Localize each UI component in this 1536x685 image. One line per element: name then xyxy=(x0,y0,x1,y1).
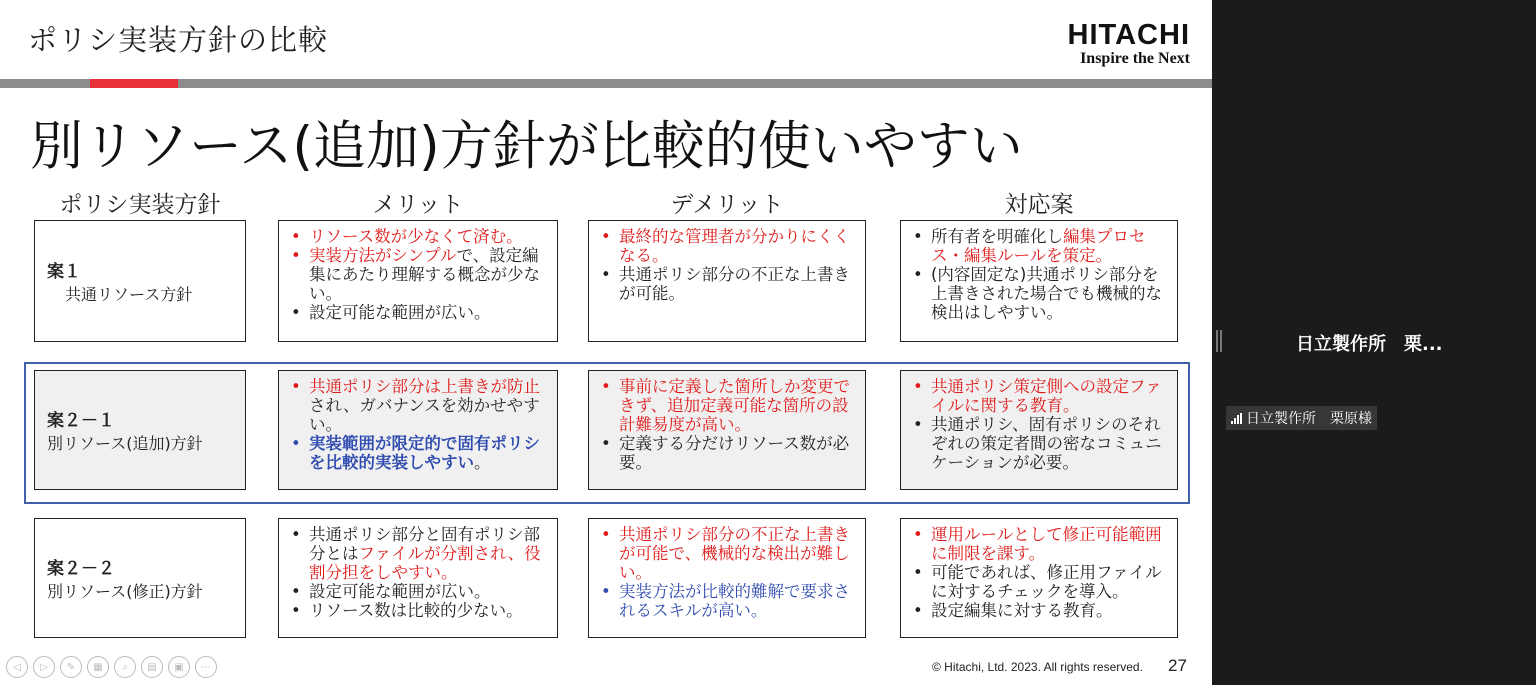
bullet-text: リソース数は比較的少ない。 xyxy=(309,601,523,620)
bullet-text: 共通ポリシ部分の不正な上書きが可能で、機械的な検出が難しい。 xyxy=(619,525,850,582)
plan-name: 別リソース(修正)方針 xyxy=(47,582,203,601)
pen-icon[interactable]: ✎ xyxy=(60,656,82,678)
bullet-item xyxy=(909,601,1171,620)
bullet-text: 設定可能な範囲が広い。 xyxy=(309,582,491,601)
plan-2-1-merits xyxy=(278,370,558,490)
column-header-solution: 対応案 xyxy=(1004,192,1074,218)
signal-icon xyxy=(1231,413,1242,424)
bullet-item xyxy=(909,265,1171,322)
bullet-text: で、設定編集にあたり理解する概念が少ない。 xyxy=(309,246,540,303)
plan-2-2-label xyxy=(34,518,246,638)
bullet-text: 実装方法が比較的難解で要求されるスキルが高い。 xyxy=(619,582,850,620)
plan-2-2-demerits xyxy=(588,518,866,638)
slide-section-title: ポリシ実装方針の比較 xyxy=(28,23,329,57)
bullet-dot-icon: • xyxy=(291,582,301,601)
bullet-list xyxy=(279,519,557,620)
bullet-text: 実装範囲が限定的で固有ポリシを比較的実装しやすい xyxy=(309,434,540,472)
bullet-text: 共通ポリシ部分と固有ポリシ部分とは xyxy=(309,525,540,563)
column-header-policy: ポリシ実装方針 xyxy=(59,192,221,218)
bullet-text: 共通ポリシ部分は上書きが防止 xyxy=(309,377,540,396)
bullet-text: 最終的な管理者が分かりにくくなる。 xyxy=(619,227,850,265)
bullet-dot-icon: • xyxy=(291,601,301,620)
panel-divider[interactable] xyxy=(1220,330,1222,352)
bullet-text: 共通ポリシ、固有ポリシのそれぞれの策定者間の密なコミュニケーションが必要。 xyxy=(931,415,1162,472)
bullet-dot-icon: • xyxy=(601,582,611,601)
plan-2-1-label xyxy=(34,370,246,490)
bullet-item xyxy=(909,227,1171,265)
logo-tagline: Inspire the Next xyxy=(1080,50,1190,67)
plan-number: 案２－１ xyxy=(47,411,115,431)
bullet-item xyxy=(597,525,859,582)
bullet-item xyxy=(909,525,1171,563)
header-divider xyxy=(0,79,1212,88)
plan-1-label xyxy=(34,220,246,342)
prev-icon[interactable]: ◁ xyxy=(6,656,28,678)
header-accent xyxy=(90,79,178,88)
active-speaker-name: 日立製作所 栗... xyxy=(1296,334,1443,355)
bullet-item xyxy=(909,377,1171,415)
bullet-list xyxy=(901,519,1177,620)
bullet-dot-icon: • xyxy=(291,303,301,322)
slide-navigation-toolbar xyxy=(6,656,217,678)
bullet-item xyxy=(287,434,551,472)
camera-icon[interactable]: ▣ xyxy=(168,656,190,678)
bullet-text: 実装方法がシンプル xyxy=(309,246,457,265)
bullet-text: 共通ポリシ部分の不正な上書きが可能。 xyxy=(619,265,850,303)
bullet-list xyxy=(589,221,865,303)
bullet-text: 事前に定義した箇所しか変更できず、追加定義可能な箇所の設計難易度が高い。 xyxy=(619,377,850,434)
bullet-dot-icon: • xyxy=(291,525,301,544)
plan-2-1-solutions xyxy=(900,370,1178,490)
bullet-text: 編集プロセス・編集ルールを策定。 xyxy=(931,227,1146,265)
bullet-dot-icon: • xyxy=(913,377,923,396)
plan-1-merits xyxy=(278,220,558,342)
participant-name: 日立製作所 栗原様 xyxy=(1246,411,1372,427)
bullet-text: 運用ルールとして修正可能範囲に制限を課す。 xyxy=(931,525,1162,563)
page-number: 27 xyxy=(1168,656,1187,675)
bullet-item xyxy=(287,377,551,434)
slide-main-title: 別リソース(追加)方針が比較的使いやすい xyxy=(30,116,1023,177)
bullet-dot-icon: • xyxy=(913,265,923,284)
bullet-item xyxy=(287,582,551,601)
logo-name: HITACHI xyxy=(1067,19,1190,51)
bullet-dot-icon: • xyxy=(601,434,611,453)
next-icon[interactable]: ▷ xyxy=(33,656,55,678)
bullet-dot-icon: • xyxy=(291,377,301,396)
plan-1-demerits xyxy=(588,220,866,342)
bullet-item xyxy=(287,601,551,620)
bullet-dot-icon: • xyxy=(601,227,611,246)
bullet-item xyxy=(597,434,859,472)
bullet-dot-icon: • xyxy=(913,525,923,544)
bullet-item xyxy=(287,525,551,582)
bullet-list xyxy=(901,371,1177,472)
bullet-text: 共通ポリシ策定側への設定ファイルに関する教育。 xyxy=(931,377,1162,415)
more-icon[interactable]: ⋯ xyxy=(195,656,217,678)
bullet-list xyxy=(589,519,865,620)
bullet-text: 可能であれば、修正用ファイルに対するチェックを導入。 xyxy=(931,563,1162,601)
bullet-dot-icon: • xyxy=(913,227,923,246)
bullet-text: 設定可能な範囲が広い。 xyxy=(309,303,491,322)
bullet-text: リソース数が少なくて済む。 xyxy=(309,227,523,246)
bullet-item xyxy=(597,582,859,620)
bullet-dot-icon: • xyxy=(601,525,611,544)
participant-label xyxy=(1226,406,1377,430)
plan-2-1-demerits xyxy=(588,370,866,490)
bullet-text: ファイルが分割され、役割分担をしやすい。 xyxy=(309,544,541,582)
bullet-text: 所有者を明確化し xyxy=(931,227,1063,246)
plan-name: 別リソース(追加)方針 xyxy=(47,434,203,453)
bullet-dot-icon: • xyxy=(291,227,301,246)
bullet-dot-icon: • xyxy=(601,265,611,284)
subtitles-icon[interactable]: ▤ xyxy=(141,656,163,678)
bullet-text: 定義する分だけリソース数が必要。 xyxy=(619,434,850,472)
bullet-text: (内容固定な)共通ポリシ部分を上書きされた場合でも機械的な検出はしやすい。 xyxy=(931,265,1162,322)
plan-2-2-merits xyxy=(278,518,558,638)
bullet-dot-icon: • xyxy=(913,601,923,620)
column-header-merit: メリット xyxy=(372,192,464,218)
plan-1-solutions xyxy=(900,220,1178,342)
bullet-list xyxy=(279,221,557,322)
column-header-demerit: デメリット xyxy=(670,192,784,218)
bullet-list xyxy=(279,371,557,472)
bullet-list xyxy=(901,221,1177,322)
bullet-item xyxy=(597,265,859,303)
bullet-list xyxy=(589,371,865,472)
plan-number: 案１ xyxy=(47,262,81,282)
plan-number: 案２－２ xyxy=(47,559,115,579)
bullet-dot-icon: • xyxy=(913,563,923,582)
bullet-dot-icon: • xyxy=(291,434,301,453)
bullet-item xyxy=(909,563,1171,601)
bullet-text: され、ガバナンスを効かせやすい。 xyxy=(309,396,540,434)
slides-icon[interactable]: ▦ xyxy=(87,656,109,678)
bullet-dot-icon: • xyxy=(601,377,611,396)
zoom-icon[interactable]: ⌕ xyxy=(114,656,136,678)
bullet-item xyxy=(597,227,859,265)
bullet-item xyxy=(287,246,551,303)
bullet-dot-icon: • xyxy=(913,415,923,434)
bullet-item xyxy=(287,303,551,322)
panel-divider[interactable] xyxy=(1216,330,1218,352)
plan-name: 共通リソース方針 xyxy=(65,285,193,304)
plan-2-2-solutions xyxy=(900,518,1178,638)
bullet-item xyxy=(597,377,859,434)
bullet-dot-icon: • xyxy=(291,246,301,265)
hitachi-logo xyxy=(1068,20,1190,68)
bullet-text: 設定編集に対する教育。 xyxy=(931,601,1113,620)
copyright: © Hitachi, Ltd. 2023. All rights reserved. xyxy=(932,660,1143,674)
bullet-item xyxy=(287,227,551,246)
bullet-item xyxy=(909,415,1171,472)
bullet-text: 。 xyxy=(474,453,491,472)
